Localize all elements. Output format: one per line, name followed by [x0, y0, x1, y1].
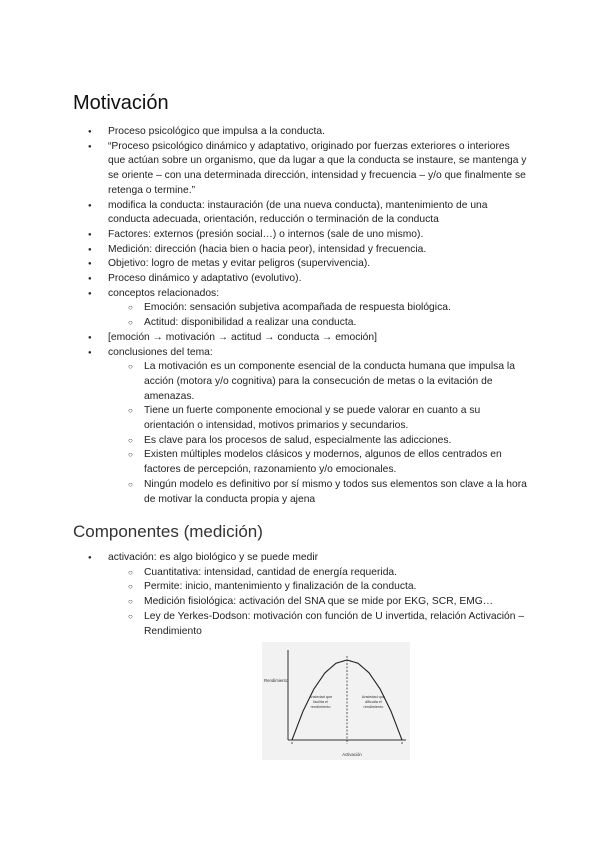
list-item [88, 346, 528, 508]
activacion-sublist [128, 566, 528, 640]
sub-list-item: ○ Permite: inicio, mantenimiento y finalización de la conducta. [128, 580, 528, 595]
list-item: ● Proceso psicológico que impulsa a la conducta. [88, 125, 528, 140]
sub-list-item: ○ Ley de Yerkes-Dodson: motivación con función de U invertida, relación Activación – Rendimiento [128, 610, 528, 639]
list-item [88, 287, 528, 331]
page-title: Motivación [73, 92, 169, 114]
list-item: ● Medición: dirección (hacia bien o hacia peor), intensidad y frecuencia. [88, 243, 528, 258]
list-item: ● Objetivo: logro de metas y evitar peligros (supervivencia). [88, 257, 528, 272]
conclusiones-sublist [128, 360, 528, 507]
conceptos-sublist [128, 301, 528, 330]
motivacion-bullet-list [88, 125, 528, 507]
sub-list-item: ○ Actitud: disponibilidad a realizar una conducta. [128, 316, 528, 331]
sub-list-item: ○ La motivación es un componente esencial de la conducta humana que impulsa la acción (motora y/o cognitiva) para la consecución de metas o la evitación de amenazas. [128, 360, 528, 404]
chart-annotation-1: Ansiedad que facilita el rendimiento [308, 695, 333, 709]
componentes-bullet-list [88, 551, 528, 639]
list-item: ● [emoción → motivación → actitud → conducta → emoción] [88, 331, 528, 346]
conceptos-label: conceptos relacionados: [108, 287, 220, 299]
sub-list-item: ○ Cuantitativa: intensidad, cantidad de energía requerida. [128, 566, 528, 581]
sub-list-item: ○ Medición fisiológica: activación del SNA que se mide por EKG, SCR, EMG… [128, 595, 528, 610]
sub-list-item: ○ Existen múltiples modelos clásicos y modernos, algunos de ellos centrados en factores de percepción, razonamiento y/o emocionales. [128, 448, 528, 477]
activacion-label: activación: es algo biológico y se puede medir [108, 552, 319, 563]
chart-annotation-2: Ansiedad que dificulta el rendimiento [361, 695, 386, 709]
y-axis-label: Rendimiento [264, 678, 289, 683]
sub-list-item: ○ Ningún modelo es definitivo por sí mismo y todos sus elementos son clave a la hora de motivar la conducta propia y ajena [128, 478, 528, 507]
sub-list-item: ○ Tiene un fuerte componente emocional y se puede valorar en cuanto a su orientación o intensidad, motivos primarios y secundarios. [128, 404, 528, 433]
list-item: ● modifica la conducta: instauración (de una nueva conducta), mantenimiento de una conducta adecuada, orientación, reducción o terminación de la conducta [88, 199, 528, 228]
yerkes-dodson-figure [262, 642, 410, 760]
rendimiento-curve [292, 656, 402, 744]
list-item: ● Proceso dinámico y adaptativo (evolutivo). [88, 272, 528, 287]
list-item: ● Factores: externos (presión social…) o internos (sale de uno mismo). [88, 228, 528, 243]
section-title-componentes: Componentes (medición) [73, 522, 263, 541]
list-item: ● “Proceso psicológico dinámico y adaptativo, originado por fuerzas exteriores o interiores que actúan sobre un organismo, que da lugar a que la conducta se instaure, se mantenga y se oriente – con una determinada dirección, intensidad y frecuencia – y/o que finalmente se retenga o termine.” [88, 140, 528, 199]
sub-list-item: ○ Emoción: sensación subjetiva acompañada de respuesta biológica. [128, 301, 528, 316]
list-item [88, 551, 528, 639]
x-axis-label: Activación [342, 752, 362, 757]
conclusiones-label: conclusiones del tema: [108, 346, 213, 358]
sub-list-item: ○ Es clave para los procesos de salud, especialmente las adicciones. [128, 434, 528, 449]
yerkes-dodson-chart [262, 642, 410, 760]
